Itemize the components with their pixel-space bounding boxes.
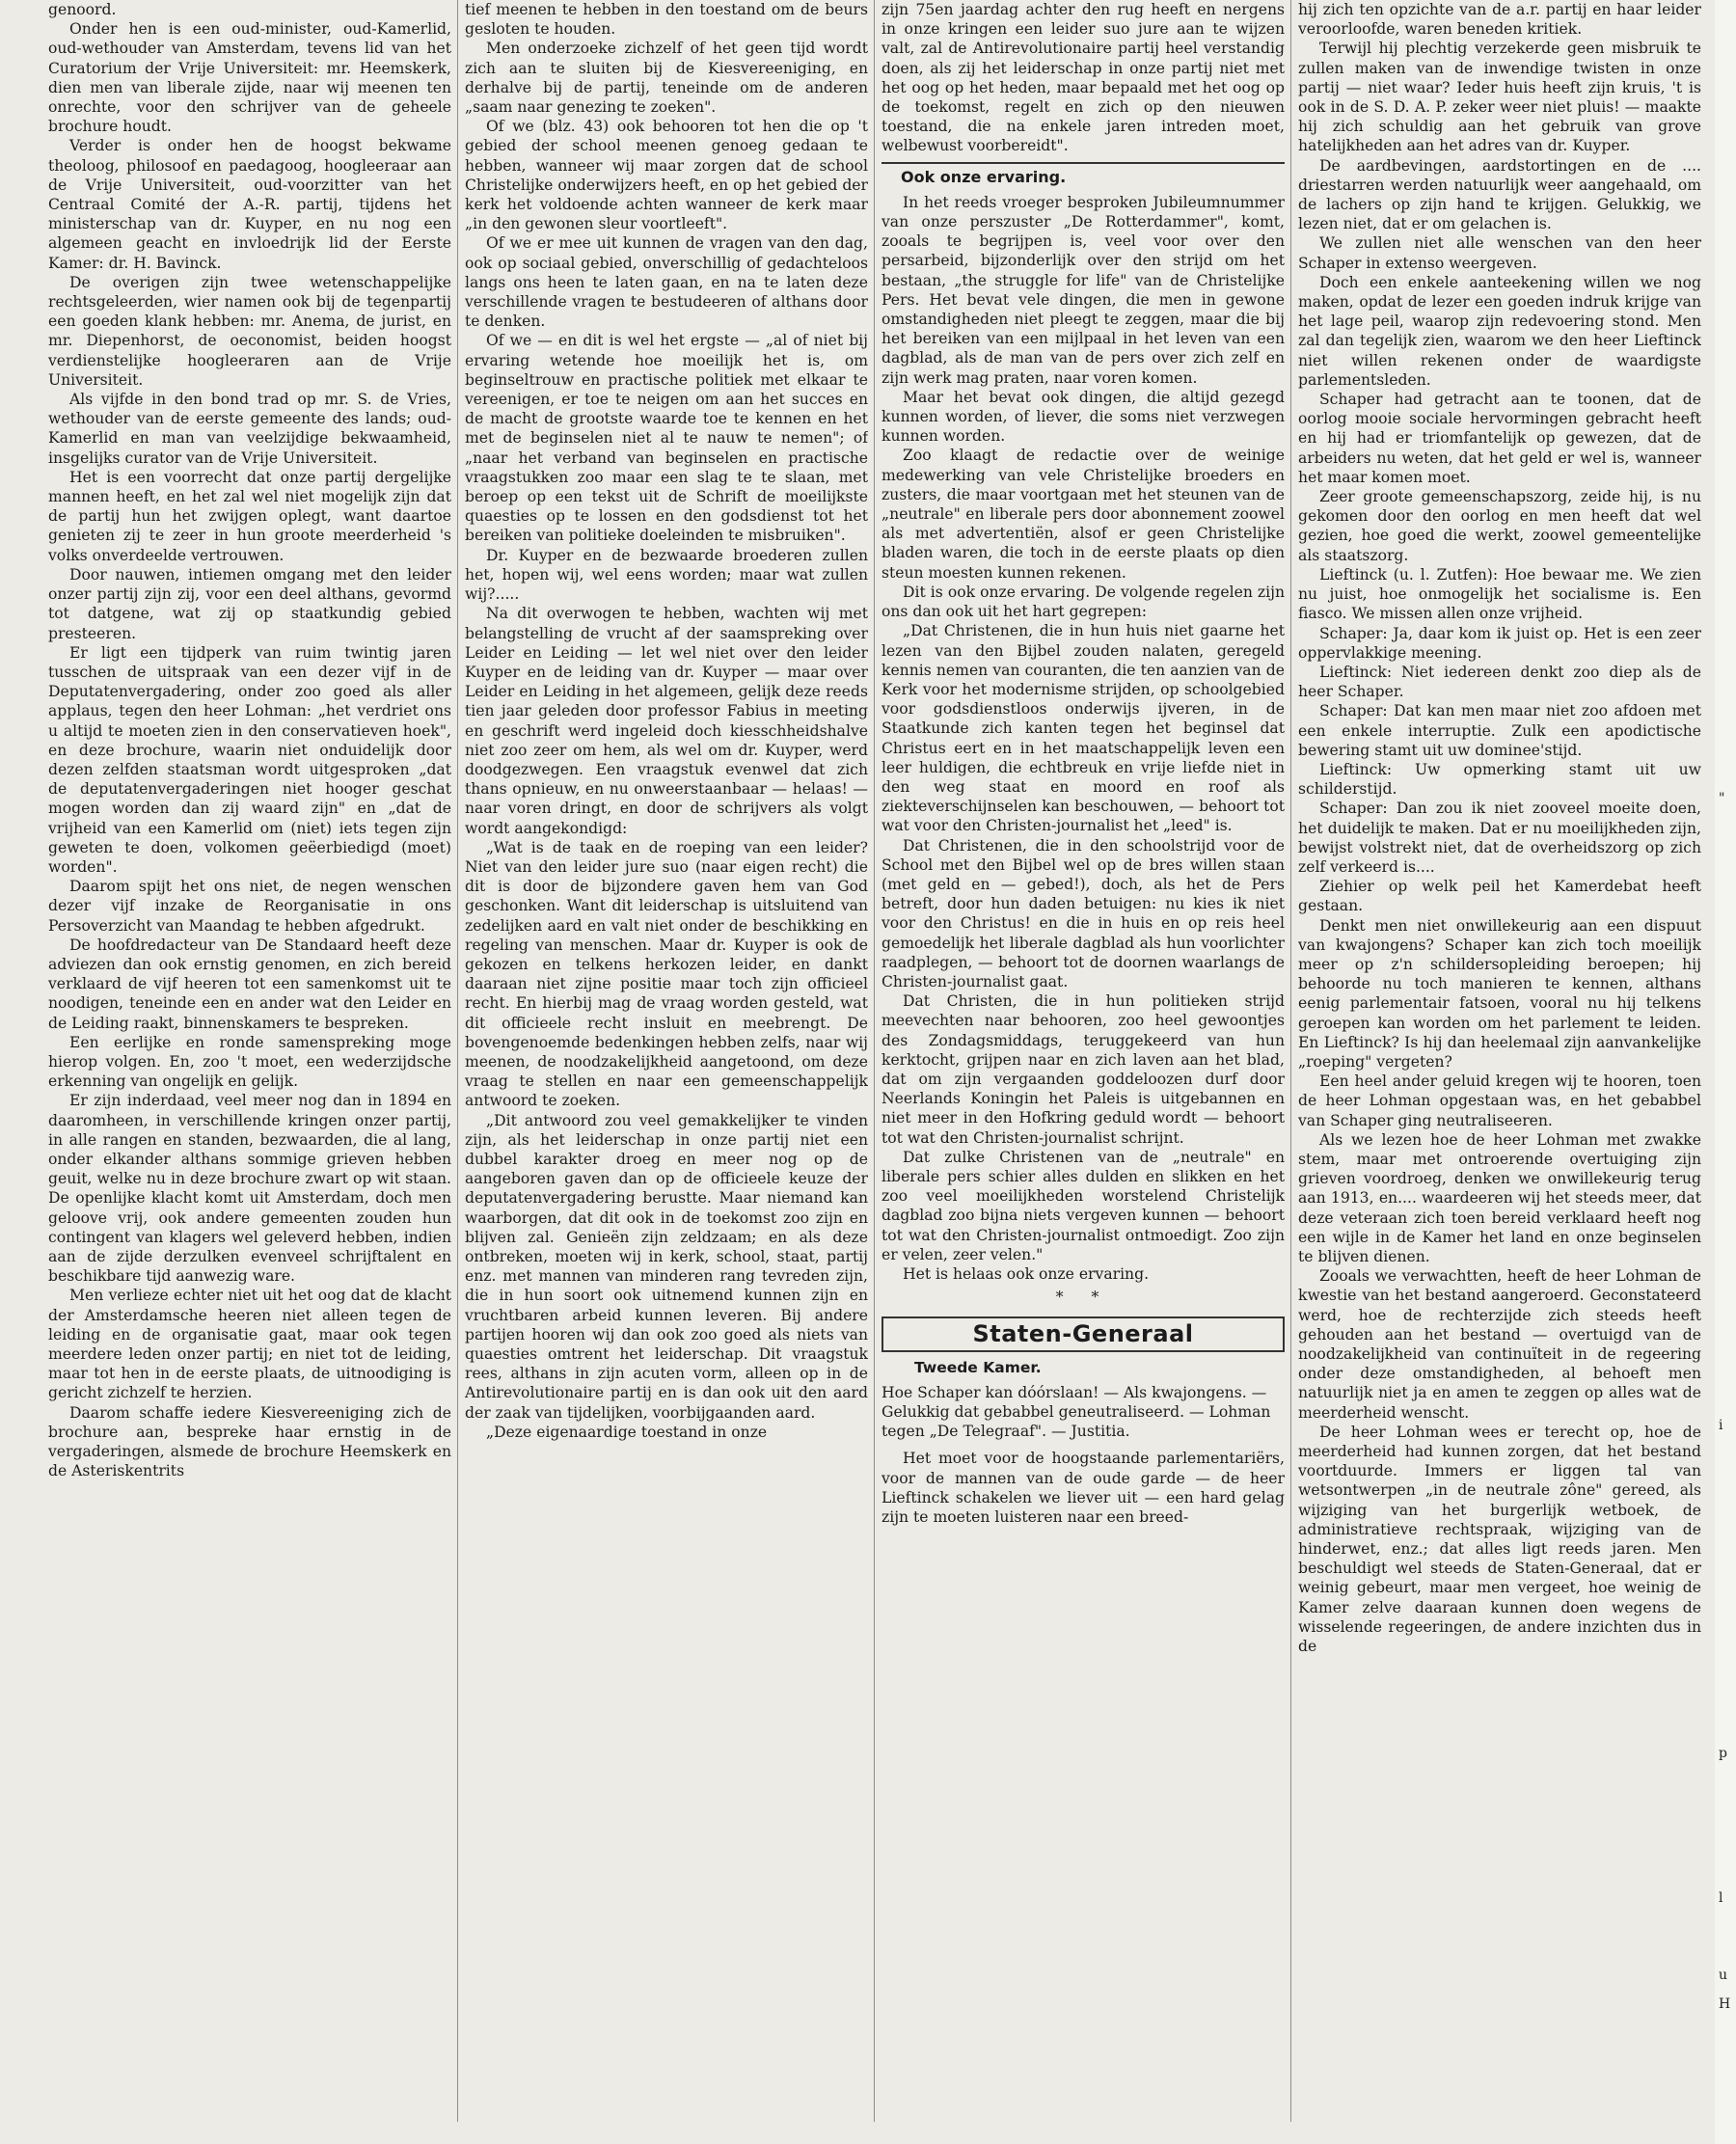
paragraph: Het is helaas ook onze ervaring.: [903, 1265, 1150, 1283]
article-staten: [882, 1449, 1285, 1527]
paragraph: Het is een voorrecht dat onze partij dergelijke mannen heeft, en het zal wel niet mogelijk zijn dat de partij hun het zwijgen oplegt, want daartoe genieten zij te zeer in hun groote meerderheid 's volks onverdeelde vertrouwen.: [48, 468, 451, 564]
section-title-staten-generaal: Staten-Generaal: [972, 1320, 1194, 1348]
paragraph: „Wat is de taak en de roeping van een leider? Niet van den leider jure suo (naar eigen recht) die dit is door de bijzondere gaven hem van God geschonken. Want dit leiderschap is uitsluitend van zedelijken aard en valt niet onder de beschikking en regeling van menschen. Maar dr. Kuyper is ook de gekozen en telkens herkozen leider, en dankt daaraan niet zijne positie maar toch zijn officieel recht. En hierbij mag de vraag worden gesteld, wat dit officieele recht insluit en meebrengt. De bovengenoemde bedenkingen hebben zelfs, naar wij meenen, de noodzakelijkheid aangetoond, om deze vraag te stellen en naar een gemeenschappelijk antwoord te zoeken.: [465, 838, 868, 1110]
section-divider: [882, 162, 1285, 164]
column-4: [1298, 0, 1701, 2122]
paragraph: De overigen zijn twee wetenschappelijke rechtsgeleerden, wier namen ook bij de tegenpartij een goeden klank hebben: mr. Anema, de jurist, en mr. Diepenhorst, de oeconomist, beiden hoogst verdienstelijke hoogleeraren aan de Vrije Universiteit.: [48, 273, 451, 389]
paragraph: Daarom spijt het ons niet, de negen wenschen dezer vijf inzake de Reorganisatie in ons Persoverzicht van Maandag te hebben afgedrukt.: [48, 878, 451, 935]
paragraph: Ziehier op welk peil het Kamerdebat heeft gestaan.: [1298, 878, 1701, 915]
paragraph: Of we — en dit is wel het ergste — „al of niet bij ervaring wetende hoe moeilijk het is, om beginseltrouw en practische politiek met elkaar te vereenigen, er toe te neigen om aan het succes en de macht de grootste waarde toe te kennen en het met de beginselen niet al te nauw te nemen"; of „naar het verband van beginselen en practische vraagstukken zoo maar een slag te te slaan, met beroep op een tekst uit de Schrift de moeilijkste quaesties op te lossen en den godsdienst tot het bereiken van politieke doeleinden te misbruiken".: [465, 332, 868, 545]
paragraph: We zullen niet alle wenschen van den heer Schaper in extenso weergeven.: [1298, 234, 1701, 272]
subsection-title-tweede-kamer: Tweede Kamer.: [914, 1358, 1042, 1376]
paragraph: genoord.: [48, 1, 117, 18]
paragraph: Men onderzoeke zichzelf of het geen tijd wordt zich aan te sluiten bij de Kiesvereeniging, en derhalve bij de partij, teneinde om de anderen „saam naar genezing te zoeken".: [465, 40, 868, 117]
paragraph: Door nauwen, intiemen omgang met den leider onzer partij zijn zij, voor een deel althans, gevormd tot datgene, wat zij op staatkundig gebied presteeren.: [48, 565, 451, 642]
paragraph: Lieftinck: Niet iedereen denkt zoo diep als de heer Schaper.: [1298, 663, 1701, 701]
paragraph: zijn 75en jaardag achter den rug heeft en nergens in onze kringen een leider suo jure aan te wijzen valt, zal de Antirevolutionaire partij heel verstandig doen, als zij het leiderschap in onze partij niet met het oog op het heden, maar bepaald met het oog op de toekomst, regelt en zich op den nieuwen toestand, die na enkele jaren intreden moet, welbewust voorbereidt".: [882, 1, 1285, 155]
paragraph: Verder is onder hen de hoogst bekwame theoloog, philosoof en paedagoog, hoogleeraar aan de Vrije Universiteit, oud-voorzitter van het Centraal Comité der A.-R. partij, tijdens het ministerschap van dr. Kuyper, en nu nog een algemeen geacht en invloedrijk lid der Eerste Kamer: dr. H. Bavinck.: [48, 137, 451, 272]
paragraph: hij zich ten opzichte van de a.r. partij en haar leider veroorloofde, waren beneden kritiek.: [1298, 1, 1701, 39]
paragraph: Dr. Kuyper en de bezwaarde broederen zullen het, hopen wij, wel eens worden; maar wat zullen wij?.....: [465, 546, 868, 604]
article-ervaring: [882, 193, 1285, 1284]
paragraph: Schaper: Dat kan men maar niet zoo afdoen met een enkele interruptie. Zulk een apodictische bewering stamt uit uw dominee'stijd.: [1298, 702, 1701, 759]
paragraph: „Dat Christenen, die in hun huis niet gaarne het lezen van den Bijbel zouden nalaten, geregeld kennis nemen van couranten, die ten aanzien van de Kerk voor het modernisme strijden, op schoolgebied voor godsdienstloos onderwijs ijveren, in de Staatkunde zich kanten tegen het beginsel dat Christus eert en in het maatschappelijk leven een leer huldigen, die echtbreuk en vrije liefde niet in den weg staat en moord en roof als ziekteverschijnselen kan beschouwen, — behoort tot wat voor den Christen-journalist het „leed" is.: [882, 622, 1285, 835]
paragraph: Dat Christen, die in hun politieken strijd meevechten naar behooren, zoo heel gewoontjes des Zondagsmiddags, teruggekeerd van hun kerktocht, grijpen naar en zich laven aan het blad, dat om zijn vergaanden goddeloozen durf door Neerlands Koningin het Paleis is uitgebannen en niet meer in den Hofkring geduld wordt — behoort tot wat den Christen-journalist schrijnt.: [882, 992, 1285, 1147]
column-1: [48, 0, 451, 2122]
paragraph: Een heel ander geluid kregen wij te hooren, toen de heer Lohman opgestaan was, en het gebabbel van Schaper ging neutraliseeren.: [1298, 1072, 1701, 1129]
paragraph: Doch een enkele aanteekening willen we nog maken, opdat de lezer een goeden indruk krijge van het lage peil, waarop zijn redevoering stond. Men zal dan tegelijk zien, waarom we den heer Lieftinck niet willen rekenen onder de waardigste parlementsleden.: [1298, 273, 1701, 389]
paragraph: Daarom schaffe iedere Kiesvereeniging zich de brochure aan, bespreke haar ernstig in de vergaderingen, alsmede de brochure Heemskerk en de Asteriskentrits: [48, 1403, 451, 1480]
column-3: [882, 0, 1285, 2122]
paragraph: De heer Lohman wees er terecht op, hoe de meerderheid had kunnen zorgen, dat het bestand voortduurde. Immers er liggen tal van wetsontwerpen „in de neutrale zône" gereed, als wijziging van het burgerlijk wetboek, de administratieve rechtspraak, wijziging van de hinderwet, enz.; dat alles ligt reeds jaren. Men beschuldigt wel steeds de Staten-Generaal, dat er weinig gebeurt, maar men vergeet, hoe weinig de Kamer zelve daaraan kunnen doen wegens de wisselende regeeringen, de andere inzichten dus in de: [1298, 1423, 1701, 1656]
paragraph: Of we er mee uit kunnen de vragen van den dag, ook op sociaal gebied, onverschillig of gedachteloos langs ons heen te laten gaan, en na te laten deze verschillende vragen te bestudeeren of althans door te denken.: [465, 234, 868, 331]
paragraph: Onder hen is een oud-minister, oud-Kamerlid, oud-wethouder van Amsterdam, tevens lid van het Curatorium der Vrije Universiteit: mr. Heemskerk, dien men van liberale zijde, naar wij meenen ten onrechte, voor den schrijver van de geheele brochure houdt.: [48, 20, 451, 136]
paragraph: Schaper: Dan zou ik niet zooveel moeite doen, het duidelijk te maken. Dat er nu moeilijkheden zijn, bewijst volstrekt niet, dat de overheidszorg op zich zelf verkeerd is....: [1298, 800, 1701, 876]
paragraph: „Deze eigenaardige toestand in onze: [486, 1423, 768, 1441]
paragraph: Als we lezen hoe de heer Lohman met zwakke stem, maar met ontroerende overtuiging zijn grieven voordroeg, denken we onwillekeurig terug aan 1913, en.... waardeeren wij het steeds meer, dat deze veteraan zich toen bereid verklaard heeft nog een wijle in de Kamer het land en onze beginselen te blijven dienen.: [1298, 1130, 1701, 1265]
column-rule: [457, 0, 458, 2122]
paragraph: Maar het bevat ook dingen, die altijd gezegd kunnen worden, of liever, die soms niet verzwegen kunnen worden.: [882, 388, 1285, 446]
separator-stars: * *: [1055, 1289, 1111, 1307]
page-edge-strip: " i p l u H: [1715, 0, 1736, 2144]
paragraph: Lieftinck (u. l. Zutfen): Hoe bewaar me. We zien nu juist, hoe onmogelijk het socialisme is. Een fiasco. We missen allen onze vrijheid.: [1298, 565, 1701, 623]
section-title-ervaring: Ook onze ervaring.: [901, 167, 1067, 186]
article-continuation: [882, 0, 1285, 156]
paragraph: Lieftinck: Uw opmerking stamt uit uw schilderstijd.: [1298, 760, 1701, 799]
paragraph: Na dit overwogen te hebben, wachten wij met belangstelling de vrucht af der saamspreking over Leider en Leiding — let wel niet over den leider Kuyper en de leiding van dr. Kuyper — maar over Leider en Leiding in het algemeen, gelijk deze reeds tien jaar geleden door professor Fabius in meeting en geschrift werd ingeleid doch kiesschheidshalve niet zoo zeer om hem, als wel om dr. Kuyper, werd doodgezwegen. Een vraagstuk evenwel dat zich thans opnieuw, en nu onweerstaanbaar — helaas! — naar voren dringt, en door de schrijvers als volgt wordt aangekondigd:: [465, 605, 868, 837]
paragraph: Dat zulke Christenen van de „neutrale" en liberale pers schier alles dulden en slikken en het zoo veel moeilijkheden worstelend Christelijk dagblad zoo bijna niets vergeven kunnen — behoort tot wat den Christen-journalist ontmoedigt. Zoo zijn er velen, zeer velen.": [882, 1148, 1285, 1263]
column-rule: [1290, 0, 1291, 2122]
paragraph: Terwijl hij plechtig verzekerde geen misbruik te zullen maken van de inwendige twisten in onze partij — niet waar? Ieder huis heeft zijn kruis, 't is ook in de S. D. A. P. zeker weer niet pluis! — maakte hij zich schuldig aan het gebruik van grove hatelijkheden aan het adres van dr. Kuyper.: [1298, 40, 1701, 155]
paragraph: Zeer groote gemeenschapszorg, zeide hij, is nu gekomen door den oorlog en men heeft dat wel gezien, hoe goed die werkt, zoowel gemeentelijke als staatszorg.: [1298, 488, 1701, 564]
paragraph: tief meenen te hebben in den toestand om de beurs gesloten te houden.: [465, 1, 868, 39]
paragraph: „Dit antwoord zou veel gemakkelijker te vinden zijn, als het leiderschap in onze partij niet een dubbel karakter droeg en meer nog op de aangeboren gaven dan op de officieele keuze der deputatenvergadering berustte. Maar niemand kan waarborgen, dat dit ook in de toekomst zoo zijn en blijven zal. Genieën zijn zeldzaam; en als deze ontbreken, moeten wij in kerk, school, staat, partij enz. met mannen van minderen rang tevreden zijn, die in hun soort ook uitnemend kunnen zijn en vruchtbaren arbeid kunnen leveren. Bij andere partijen hooren wij dan ook zoo goed als niets van quaesties omtrent het leiderschap. Dit vraagstuk rees, althans in zijn acuten vorm, alleen op in de Antirevolutionaire partij en is dan ook uit den aard der zaak van tijdelijken, voorbijgaanden aard.: [465, 1111, 868, 1422]
paragraph: Of we (blz. 43) ook behooren tot hen die op 't gebied der school meenen genoeg gedaan te hebben, wanneer wij maar zorgen dat de school Christelijke onderwijzers heeft, en op het gebied der kerk het voldoende achten wanneer de kerk maar „in den gewonen sleur voortleeft".: [465, 118, 868, 233]
paragraph: Men verlieze echter niet uit het oog dat de klacht der Amsterdamsche heeren niet alleen tegen de leiding en de organisatie gaat, maar ook tegen meerdere leden onzer partij; en niet tot de leiding, maar tot hen in de eerste plaats, de uitnoodiging is gericht zichzelf te herzien.: [48, 1287, 451, 1402]
paragraph: Er zijn inderdaad, veel meer nog dan in 1894 en daaromheen, in verschillende kringen onzer partij, in alle rangen en standen, bezwaarden, die al lang, onder elkander althans sommige grieven hebben geuit, welke nu in deze brochure zwart op wit staan. De openlijke klacht komt uit Amsterdam, doch men geloove vrij, ook andere gemeenten zouden hun contingent van klagers wel geleverd hebben, indien aan de zijde derzulken evenveel schrijftalent en beschikbare tijd aanwezig ware.: [48, 1092, 451, 1286]
paragraph: De hoofdredacteur van De Standaard heeft deze adviezen dan ook ernstig genomen, en zich bereid verklaard de vijf heeren tot een samenkomst uit te noodigen, teneinde een en ander wat den Leider en de Leiding raakt, binnenskamers te bespreken.: [48, 936, 451, 1032]
article-summary: Hoe Schaper kan dóórslaan! — Als kwajongens. — Gelukkig dat gebabbel geneutraliseerd. — Lohman tegen „De Telegraaf". — Justitia.: [882, 1383, 1271, 1441]
paragraph: Als vijfde in den bond trad op mr. S. de Vries, wethouder van de eerste gemeente des lands; oud-Kamerlid en man van veelzijdige bekwaamheid, insgelijks curator van de Vrije Universiteit.: [48, 391, 451, 467]
paragraph: Zoo klaagt de redactie over de weinige medewerking van vele Christelijke broeders en zusters, die maar voortgaan met het steunen van de „neutrale" en liberale pers door abonnement zoowel als met advertentiën, alsof er geen Christelijke bladen waren, die toch in de eerste plaats op dien steun moesten kunnen rekenen.: [882, 447, 1285, 582]
paragraph: Schaper had getracht aan te toonen, dat de oorlog mooie sociale hervormingen gebracht heeft en hij had er triomfantelijk op gewezen, dat de arbeiders nu weten, dat het geld er wel is, wanneer het maar komen moet.: [1298, 391, 1701, 486]
paragraph: Dit is ook onze ervaring. De volgende regelen zijn ons dan ook uit het hart gegrepen:: [882, 583, 1285, 621]
paragraph: In het reeds vroeger besproken Jubileumnummer van onze perszuster „De Rotterdammer", komt, zooals te begrijpen is, veel voor over den persarbeid, bijzonderlijk over den strijd om het bestaan, „the struggle for life" van de Christelijke Pers. Het bevat vele dingen, die men in gewone omstandigheden niet pleegt te zeggen, maar die bij het bereiken van een mijlpaal in het leven van een dagblad, als de man van de pers over zich zelf en zijn werk mag praten, naar voren komen.: [882, 193, 1285, 387]
paragraph: Schaper: Ja, daar kom ik juist op. Het is een zeer oppervlakkige meening.: [1298, 624, 1701, 662]
paragraph: Het moet voor de hoogstaande parlementariërs, voor de mannen van de oude garde — de heer Lieftinck schakelen we liever uit — een hard gelag zijn te moeten luisteren naar een breed-: [882, 1450, 1285, 1527]
paragraph: Er ligt een tijdperk van ruim twintig jaren tusschen de uitspraak van een dezer vijf in de Deputatenvergadering, onder zoo goed als aller applaus, tegen den heer Lohman: „het verdriet ons u altijd te moeten zien in den conservatieven hoek", en deze brochure, waarin niet onduidelijk door dezen zelfden staatsman wordt uitgesproken „dat de deputatenvergaderingen niet hooger geschat mogen worden dan zij waard zijn" en „dat de vrijheid van een Kamerlid om (niet) iets tegen zijn geweten te doen, volkomen geëerbiedigd (moet) worden".: [48, 643, 451, 876]
paragraph: Een eerlijke en ronde samenspreking moge hierop volgen. En, zoo 't moet, een wederzijdsche erkenning van ongelijk en gelijk.: [48, 1033, 451, 1091]
column-2: [465, 0, 868, 2122]
paragraph: De aardbevingen, aardstortingen en de .... driestarren werden natuurlijk weer aangehaald, om de lachers op zijn hand te krijgen. Gelukkig, we lezen niet, dat er om gelachen is.: [1298, 156, 1701, 233]
paragraph: Dat Christenen, die in den schoolstrijd voor de School met den Bijbel wel op de bres willen staan (met geld en — gebed!), doch, als het de Pers betreft, door hun daden betuigen: nu kies ik niet voor den Christus! en die in huis en op reis heel gemoedelijk het liberale dagblad als hun voorlichter raadplegen, — behoort tot de doornen waarlangs de Christen-journalist gaat.: [882, 836, 1285, 991]
paragraph: Zooals we verwachtten, heeft de heer Lohman de kwestie van het bestand aangeroerd. Geconstateerd werd, hoe de rechterzijde zich steeds heeft gehouden aan het bestand — overtuigd van de noodzakelijkheid van continuïteit in de regeering onder deze omstandigheden, al behoeft men natuurlijk niet ja en amen te zeggen op alles wat de meerderheid wenscht.: [1298, 1267, 1701, 1422]
paragraph: Denkt men niet onwillekeurig aan een dispuut van kwajongens? Schaper kan zich toch moeilijk meer op z'n schildersopleiding beroepen; hij behoorde nu toch manieren te kennen, althans eenig parlementair fatsoen, vooral nu hij telkens geroepen kan worden om het parlement te leiden. En Lieftinck? Is hij dan heelemaal zijn aanvankelijke „roeping" vergeten?: [1298, 916, 1701, 1071]
column-rule: [874, 0, 875, 2122]
section-header-frame: [882, 1316, 1285, 1351]
